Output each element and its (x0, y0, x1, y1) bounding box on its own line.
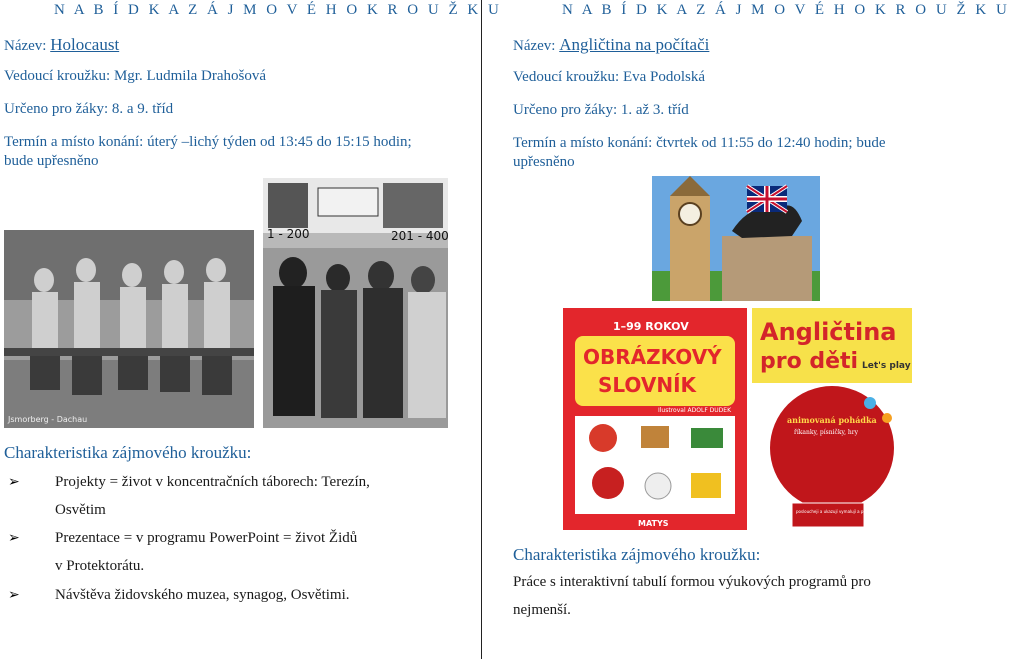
book1-top-label: 1–99 ROKOV (613, 320, 689, 333)
bullet-text: Prezentace = v programu PowerPoint = život Židů (55, 530, 358, 546)
photo-counter-number-1: 1 - 200 (267, 227, 310, 241)
course-title-link[interactable]: Holocaust (50, 35, 120, 54)
course-title-link[interactable]: Angličtina na počítači (559, 35, 710, 54)
bullet-text: Projekty = život v koncentračních táborech: Terezín, (55, 474, 370, 490)
bullet-item (8, 530, 453, 550)
left-name-row (4, 35, 119, 55)
book2-title-2: pro děti (760, 349, 859, 374)
right-term-line1: Termín a místo konání: čtvrtek od 11:55 do 12:40 hodin; bude (513, 135, 886, 151)
holocaust-photo-prisoners (4, 230, 254, 428)
book2-box-text: posloucheji a ukazují vymalují a pojmenují zazpívají i zatančí (796, 509, 918, 514)
right-description-line1: Práce s interaktivní tabulí formou výukových programů pro (513, 574, 871, 590)
arrow-bullet-icon: ➢ (8, 475, 20, 490)
book-cover-obrazkovy-slovnik (563, 308, 747, 530)
book1-publisher: MATYS (638, 519, 669, 528)
left-leader: Vedoucí kroužku: Mgr. Ludmila Drahošová (4, 68, 267, 84)
book-cover-anglictina-pro-deti (752, 308, 918, 530)
column-divider (481, 0, 482, 659)
bullet-text: Návštěva židovského muzea, synagog, Osvětimi. (55, 587, 350, 603)
left-characteristic-title: Charakteristika zájmového kroužku: (4, 443, 252, 462)
arrow-bullet-icon: ➢ (8, 531, 20, 546)
book2-subtitle-2: říkanky, písničky, hry (794, 429, 859, 436)
left-heading: N A B Í D K A Z Á J M O V É H O K R O U Ž K U (54, 2, 502, 18)
right-heading: N A B Í D K A Z Á J M O V É H O K R O U Ž K U (562, 2, 1010, 18)
bullet-item (8, 474, 453, 494)
left-term-line1: Termín a místo konání: úterý –lichý týden od 13:45 do 15:15 hodin; (4, 134, 412, 150)
right-leader: Vedoucí kroužku: Eva Podolská (513, 69, 706, 85)
big-ben-image (652, 176, 820, 301)
bullet-item (8, 587, 453, 607)
book2-title-1: Angličtina (760, 318, 897, 346)
holocaust-photo-counter (263, 178, 448, 428)
right-characteristic-title: Charakteristika zájmového kroužku: (513, 545, 761, 564)
photo-prisoners-caption: Jsmorberg - Dachau (8, 415, 88, 424)
left-target: Určeno pro žáky: 8. a 9. tříd (4, 101, 174, 117)
book1-title-2: SLOVNÍK (598, 373, 697, 397)
left-term-line2: bude upřesněno (4, 153, 99, 169)
photo-counter-number-2: 201 - 400 (391, 229, 449, 243)
bullet-text: Osvětim (55, 502, 106, 518)
bullet-text: v Protektorátu. (55, 558, 145, 574)
right-name-row (513, 35, 709, 55)
right-target: Určeno pro žáky: 1. až 3. tříd (513, 102, 689, 118)
right-term-line2: upřesněno (513, 154, 575, 170)
book2-tag: Let's play (862, 361, 911, 371)
book1-title-1: OBRÁZKOVÝ (583, 345, 722, 369)
arrow-bullet-icon: ➢ (8, 588, 20, 603)
name-label: Název: (513, 38, 556, 54)
name-label: Název: (4, 38, 47, 54)
book2-subtitle: animovaná pohádka (787, 415, 877, 425)
book1-illustrator: Ilustroval ADOLF DUDEK (658, 407, 732, 414)
right-description-line2: nejmenší. (513, 602, 571, 618)
